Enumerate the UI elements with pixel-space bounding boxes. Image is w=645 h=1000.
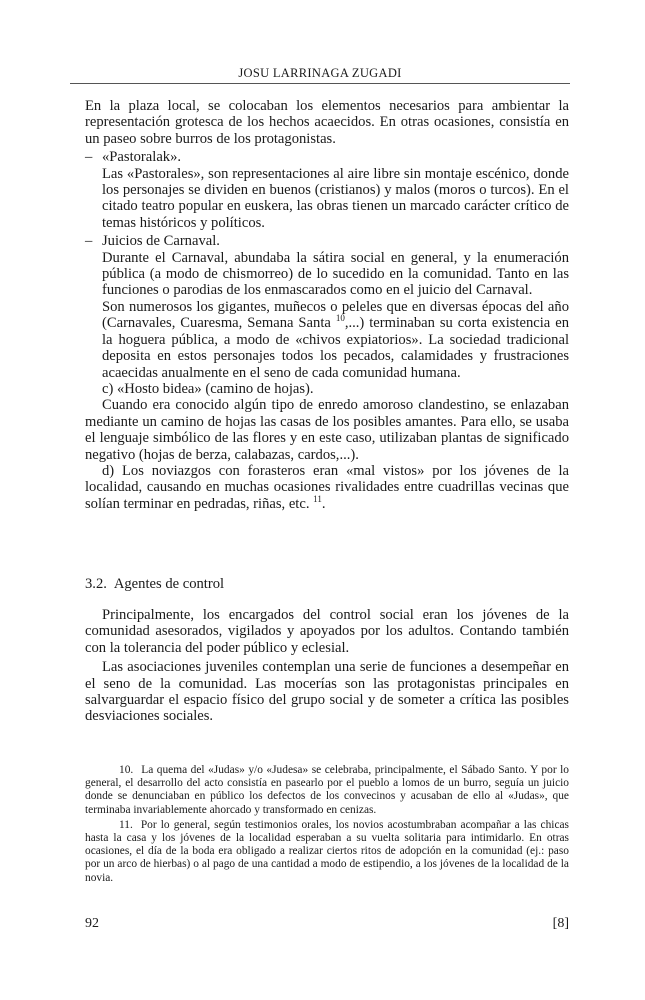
list-item-paragraph: Las «Pastorales», son representaciones al aire libre sin montaje escénico, donde los personajes se dividen en buenos (cristianos) y malos (moros o turcos). En el citado teatro popular en euskera, las obras tienen un marcado carácter crítico de temas históricos y políticos. bbox=[102, 165, 569, 231]
list-item-title: «Pastoralak». bbox=[102, 149, 182, 166]
dash-bullet: – bbox=[85, 233, 93, 250]
section-heading bbox=[85, 576, 224, 593]
paragraph-text: d) Los noviazgos con forasteros eran «mal vistos» por los jóvenes de la localidad, causando en muchas ocasiones rivalidades entre cuadrillas vecinas que solían terminar en pedradas, riñas, etc. bbox=[85, 462, 569, 512]
list-item-paragraph bbox=[102, 299, 569, 381]
dash-bullet: – bbox=[85, 149, 93, 166]
list-item-title: Juicios de Carnaval. bbox=[102, 233, 220, 250]
main-text bbox=[85, 98, 569, 512]
intro-paragraph: En la plaza local, se colocaban los elementos necesarios para ambientar la representación grotesca de los hechos acaecidos. En otras ocasiones, consistía en un paseo sobre burros de los protagonistas. bbox=[85, 98, 569, 147]
section-title: Agentes de control bbox=[113, 576, 225, 592]
footnote-10 bbox=[85, 764, 569, 817]
header-rule bbox=[70, 83, 570, 84]
paragraph-end: . bbox=[321, 495, 326, 512]
footnote-text: Por lo general, según testimonios orales, los novios acostumbraban acompañar a las chicas hasta la casa y los jóvenes de la localidad esperaban a su vuelta solitaria para intimidarlo. En otras ocasiones, el día de la boda era obligado a realizar ciertos ritos de adopción en la comunidad (ej.: paso por un arco de hierbas) o al pago de una cantidad a modo de estipendio, a los jóvenes de la localidad de la novia. bbox=[85, 818, 569, 884]
footnote-ref-11[interactable]: 11 bbox=[313, 493, 322, 504]
running-head: JOSU LARRINAGA ZUGADI bbox=[238, 66, 402, 80]
footnote-number: 10. bbox=[119, 764, 134, 776]
footnote-11 bbox=[85, 819, 569, 885]
page-number: 92 bbox=[85, 916, 99, 931]
list-item-juicios-carnaval bbox=[85, 233, 570, 381]
section-paragraph: Las asociaciones juveniles contemplan una serie de funciones a desempeñar en el seno de la comunidad. Las mocerías son las protagonistas principales en salvarguardar el espacio físico del grupo social y de someter a crítica las posibles desviaciones sociales. bbox=[85, 659, 569, 725]
item-c-paragraph: Cuando era conocido algún tipo de enredo amoroso clandestino, se enlazaban mediante un camino de hojas las casas de los posibles amantes. Para ello, se usaba el lenguaje simbólico de las flores y en este caso, utilizaban plantas de significado negativo (hojas de berza, calabazas, cardos,...). bbox=[85, 397, 569, 463]
item-c-label: c) «Hosto bidea» (camino de hojas). bbox=[102, 380, 314, 397]
footnote-ref-10[interactable]: 10 bbox=[335, 313, 345, 324]
item-d-paragraph bbox=[85, 463, 569, 512]
section-text bbox=[85, 607, 569, 725]
footnotes bbox=[85, 764, 569, 885]
section-paragraph: Principalmente, los encargados del control social eran los jóvenes de la comunidad asesorados, vigilados y apoyados por los adultos. Contando también con la tolerancia del poder público y eclesial. bbox=[85, 607, 569, 656]
list-item-paragraph: Durante el Carnaval, abundaba la sátira social en general, y la enumeración pública (a modo de chismorreo) de lo sucedido en la comunidad. Tanto en las funciones o parodias de los enmascarados como en el juicio del Carnaval. bbox=[102, 249, 569, 299]
paragraph-text: ,...) terminaban su corta existencia en la hoguera pública, a modo de «chivos expiatorios». La sociedad tradicional deposita en estos personajes todos los pecados, calamidades y frustraciones acaecidas anualmente en el seno de cada comunidad humana. bbox=[102, 315, 570, 381]
bracket-page-number: [8] bbox=[552, 916, 569, 931]
section-number: 3.2. bbox=[85, 576, 107, 592]
footnote-text: La quema del «Judas» y/o «Judesa» se celebraba, principalmente, el Sábado Santo. Y por lo general, el desarrollo del acto consistía en pasearlo por el pueblo a lomos de un burro, seguía un juicio donde se denunciaban en público los defectos de los convecinos y acusaban de ello al «Judas», que terminaba invariablemente ahorcado y transformado en cenizas. bbox=[85, 764, 569, 816]
paragraph-text: Son numerosos los gigantes, muñecos o peleles que en diversas épocas del año (Carnavales, Cuaresma, Semana Santa bbox=[102, 298, 569, 332]
list-item-pastoralak bbox=[85, 149, 569, 231]
footnote-number: 11. bbox=[119, 818, 133, 831]
